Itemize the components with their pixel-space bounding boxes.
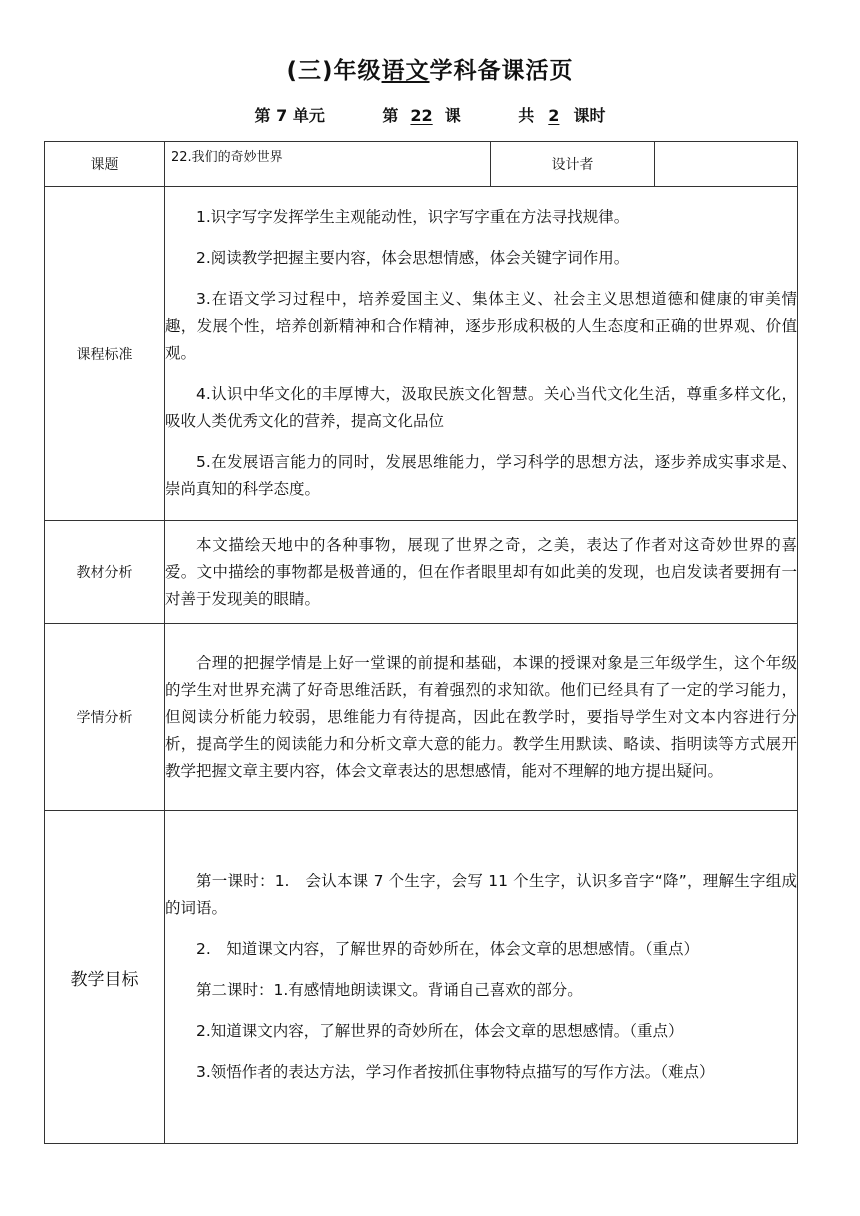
goal-item: 2.知道课文内容，了解世界的奇妙所在，体会文章的思想感情。（重点）	[196, 1022, 684, 1040]
unit-label: 第 7 单元	[254, 106, 325, 125]
page-title	[0, 52, 860, 85]
lesson-post: 课	[444, 106, 461, 125]
goals-content	[165, 811, 798, 1144]
standard-item: 5.在发展语言能力的同时，发展思维能力，学习科学的思想方法，逐步养成实事求是、崇尚真知的科学态度。	[165, 453, 797, 498]
designer-value	[655, 142, 798, 187]
material-text: 本文描绘天地中的各种事物，展现了世界之奇，之美，表达了作者对这奇妙世界的喜爱。文中描绘的事物都是极普通的，但在作者眼里却有如此美的发现，也启发读者要拥有一对善于发现美的眼睛。	[165, 535, 797, 608]
material-content	[165, 521, 798, 624]
goal-item: 第一课时：1. 会认本课 7 个生字，会写 11 个生字，认识多音字“降”，理解生字组成的词语。	[165, 872, 797, 917]
topic-row	[45, 142, 798, 187]
total-post: 课时	[573, 106, 606, 125]
total-num: 2	[548, 106, 560, 125]
standard-item: 3.在语文学习过程中，培养爱国主义、集体主义、社会主义思想道德和健康的审美情趣，发展个性，培养创新精神和合作精神，逐步形成积极的人生态度和正确的世界观、价值观。	[165, 290, 797, 362]
topic-value: 22.我们的奇妙世界	[165, 142, 491, 187]
standard-item: 2.阅读教学把握主要内容，体会思想情感，体会关键字词作用。	[196, 249, 630, 267]
title-subject: 语文	[381, 58, 430, 84]
lesson-pre: 第	[382, 106, 399, 125]
lesson-number	[382, 103, 460, 126]
students-content	[165, 624, 798, 811]
lesson-plan-table	[44, 141, 798, 1144]
goals-label: 教学目标	[45, 811, 165, 1144]
material-label: 教材分析	[45, 521, 165, 624]
title-grade: (三)年级	[286, 58, 382, 84]
goal-item: 第二课时：1.有感情地朗读课文。背诵自己喜欢的部分。	[196, 981, 583, 999]
lesson-info	[0, 103, 860, 126]
standard-item: 1.识字写字发挥学生主观能动性，识字写字重在方法寻找规律。	[196, 208, 630, 226]
goals-row	[45, 811, 798, 1144]
standards-row	[45, 187, 798, 521]
total-periods	[518, 103, 605, 126]
standard-item: 4.认识中华文化的丰厚博大，汲取民族文化智慧。关心当代文化生活，尊重多样文化，吸收人类优秀文化的营养，提高文化品位	[165, 385, 797, 430]
lesson-num: 22	[410, 106, 433, 125]
students-label: 学情分析	[45, 624, 165, 811]
topic-label: 课题	[45, 142, 165, 187]
designer-label: 设计者	[491, 142, 655, 187]
title-rest: 学科备课活页	[429, 58, 574, 84]
total-pre: 共	[518, 106, 535, 125]
standards-content	[165, 187, 798, 521]
students-text: 合理的把握学情是上好一堂课的前提和基础，本课的授课对象是三年级学生，这个年级的学生对世界充满了好奇思维活跃，有着强烈的求知欲。他们已经具有了一定的学习能力，但阅读分析能力较弱，思维能力有待提高，因此在教学时，要指导学生对文本内容进行分析，提高学生的阅读能力和分析文章大意的能力。教学生用默读、略读、指明读等方式展开教学把握文章主要内容，体会文章表达的思想感情，能对不理解的地方提出疑问。	[165, 653, 797, 780]
students-row	[45, 624, 798, 811]
goal-item: 2. 知道课文内容，了解世界的奇妙所在，体会文章的思想感情。（重点）	[196, 940, 700, 958]
goal-item: 3.领悟作者的表达方法，学习作者按抓住事物特点描写的写作方法。（难点）	[196, 1063, 715, 1081]
material-row	[45, 521, 798, 624]
standards-label: 课程标准	[45, 187, 165, 521]
